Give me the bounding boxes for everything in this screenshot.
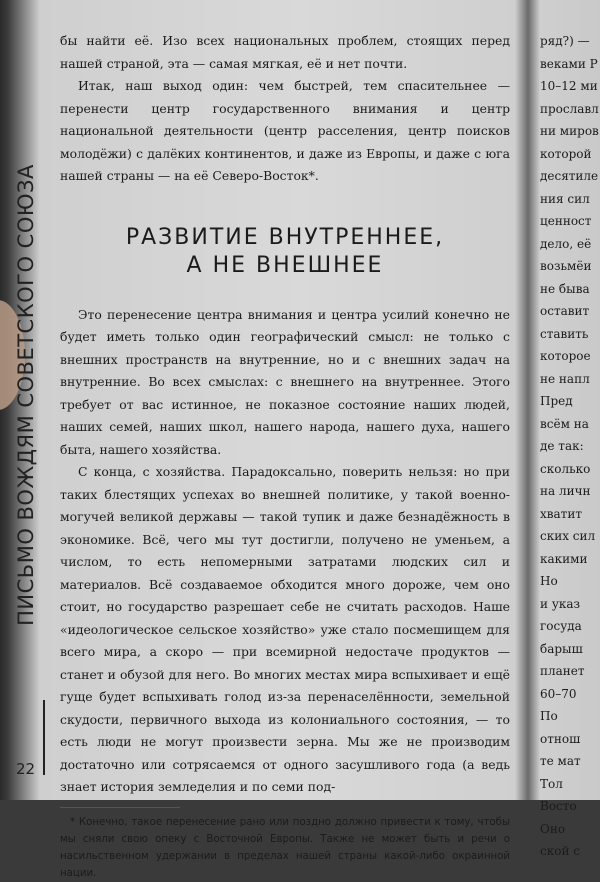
page-number: 22 — [16, 760, 36, 778]
heading-line: А НЕ ВНЕШНЕЕ — [186, 252, 384, 278]
right-page-line: ставить — [540, 326, 589, 341]
right-page-line: не напл — [540, 371, 590, 386]
right-page-line: Пред — [540, 394, 573, 408]
running-title-text: ПИСЬМО ВОЖДЯМ СОВЕТСКОГО СОЮЗА — [14, 164, 38, 626]
right-page-line: десятиле — [540, 169, 599, 183]
right-page-line: и указ — [540, 596, 581, 611]
paragraph: Итак, наш выход один: чем быстрей, тем спасительнее — перенести центр государственного внимания и центр национальной деятельности (центр расселения, центр поисков молодёжи) с далёких континентов, и даже из Европы, и даже с юга нашей страны — на её Северо-Восток*. — [60, 78, 510, 183]
right-page-fragment — [540, 30, 600, 858]
right-page-line: де так: — [540, 439, 584, 453]
right-page-line: По — [540, 709, 558, 723]
right-page-line: сколько — [540, 461, 591, 476]
right-page-line: планет — [540, 664, 585, 678]
footnote: * Конечно, такое перенесение рано или поздно должно привести к тому, чтобы мы сняли свою опеку с Восточной Европы. Также не может быть и речи о насильственном удержании в пределах нашей страны какой-либо окраинной нации. — [60, 816, 510, 879]
paragraph: бы найти её. Изо всех национальных проблем, стоящих перед нашей страной, эта — самая мягкая, её и нет почти. — [60, 33, 510, 71]
left-page-body — [60, 30, 510, 882]
running-title — [6, 35, 46, 755]
right-page-line: какими — [540, 551, 588, 566]
right-page-line: веками Р — [540, 56, 598, 71]
right-page-line: те мат — [540, 754, 581, 768]
paragraph: С конца, с хозяйства. Парадоксально, поверить нельзя: но при таких блестящих успехах во внешней политике, у такой военно-могучей великой державы — такой тупик и даже безнадёжность в экономике. Всё, чего мы тут достигли, получено не уменьем, а числом, то есть непомерными затратами людских сил и материалов. Всё создаваемое обходится много дороже, чем оно стоит, но государство разрешает себе не считать расходов. Наше «идеологическое сельское хозяйство» уже стало посмешищем для всего мира, а скоро — при всемирной недостаче продуктов — станет и обузой для него. Во многих местах мира вспыхивает и ещё гуще будет вспыхивать голод из-за перенаселённости, земельной скудости, первичного выхода из колониального состояния, — то есть люди не могут произвести зерна. Мы же не производим достаточно или сотрясаемся от одного засушливого года (а ведь знает история земледелия и по семи под- — [60, 464, 510, 794]
right-page-line: госуда — [540, 619, 582, 633]
right-page-line: ценност — [540, 214, 592, 228]
right-page-line: хватит — [540, 506, 582, 521]
right-page-line: прославл — [540, 101, 599, 116]
right-page-line: ряд?) — — [540, 34, 590, 48]
paragraph: Это перенесение центра внимания и центра усилий конечно не будет иметь только один географический смысл: не только с внешних пространств на внутренние, но и с внешних задач на внутренние. Во всех смыслах: с внешнего на внутреннее. Этого требует от вас истинное, не показное состояние наших людей, наших семей, наших школ, нашего народа, нашего духа, нашего быта, нашего хозяйства. — [60, 306, 510, 457]
right-page-line: ния сил — [540, 191, 590, 206]
right-page-line: которой — [540, 146, 592, 161]
right-page-line: на личн — [540, 484, 591, 498]
right-page-line: барыш — [540, 641, 583, 656]
right-page-line: Восто — [540, 799, 577, 813]
right-page-line: ской с — [540, 844, 580, 858]
right-page-line: дело, её — [540, 236, 592, 251]
right-page-line: возьмёи — [540, 259, 592, 273]
right-page-line: которое — [540, 349, 591, 363]
right-page-line: не быва — [540, 281, 590, 296]
heading-line: РАЗВИТИЕ ВНУТРЕННЕЕ, — [125, 224, 445, 250]
margin-rule — [43, 700, 45, 775]
right-page-line: 10–12 ми — [540, 79, 598, 93]
right-page-line: Но — [540, 574, 558, 588]
right-page-line: оставит — [540, 304, 590, 318]
right-page-line: Оно — [540, 821, 566, 836]
right-page-line: 60–70 — [540, 686, 577, 701]
right-page-line: ских сил — [540, 529, 596, 543]
right-page-line: всём на — [540, 416, 589, 431]
right-page-line: Тол — [540, 776, 563, 791]
right-page-line: ни миров — [540, 124, 599, 138]
right-page-line: отнош — [540, 731, 581, 746]
section-heading — [60, 224, 510, 280]
footnote-divider — [60, 807, 180, 808]
